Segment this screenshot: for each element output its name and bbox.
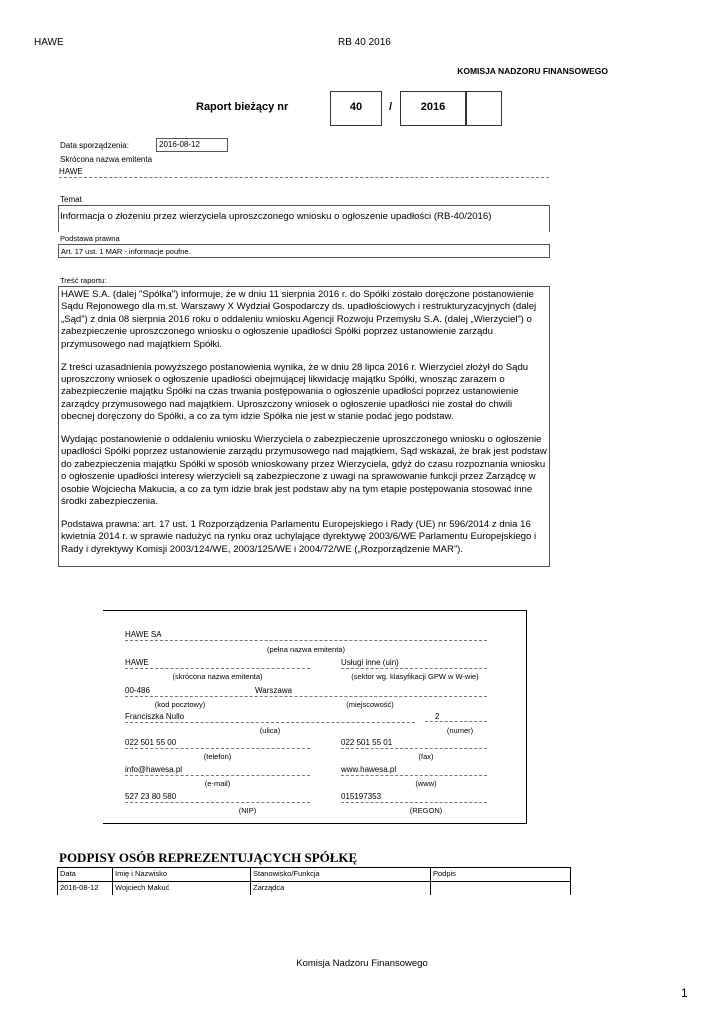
header-name: Imię i Nazwisko <box>113 868 251 882</box>
issuer-full-name: HAWE SA <box>125 630 487 641</box>
issuer-sector: Usługi inne (uin) <box>341 658 487 669</box>
page-number: 1 <box>681 986 688 1000</box>
report-separator: / <box>389 101 393 113</box>
report-content <box>58 286 550 567</box>
legal-basis-value: Art. 17 ust. 1 MAR - informacje poufne. <box>58 244 550 258</box>
issuer-short-name: HAWE <box>125 658 310 669</box>
content-label: Treść raportu: <box>60 276 107 285</box>
report-year: 2016 <box>420 101 446 113</box>
subject-label: Temat <box>60 195 82 204</box>
signatures-title: PODPISY OSÓB REPREZENTUJĄCYCH SPÓŁKĘ <box>59 850 358 865</box>
authority-title: KOMISJA NADZORU FINANSOWEGO <box>457 66 608 76</box>
issuer-email-caption: (e-mail) <box>204 779 231 788</box>
header-position: Stanowisko/Funkcja <box>251 868 431 882</box>
issuer-nip-caption: (NIP) <box>238 806 257 815</box>
row-position: Zarządca <box>251 882 431 896</box>
content-paragraph: Wydając postanowienie o oddaleniu wniosku Wierzyciela o zabezpieczenie uproszczonego wniosku o ogłoszenie upadłości Spółki poprzez ustanowienie zarządu przymusowego nad majątkiem, Sąd wskazał, że brak jest podstaw do zabezpieczenia majątku Spółki w sposób wnioskowany przez Wierzyciela, gdyż do czasu rozpoznania wniosku o ogłoszenie upadłości interesy wierzycieli są zabezpieczone z uwagi na sprawowanie funkcji przez Zarządcę w osobie Wojciecha Makucia, a co za tym idzie brak jest podstaw aby na tym etapie postępowania stosować inne środki zabezpieczenia. <box>61 434 547 508</box>
issuer-street: Franciszka Nullo <box>125 712 415 723</box>
issuer-www[interactable]: www.hawesa.pl <box>341 765 487 776</box>
header-signature: Podpis <box>431 868 571 882</box>
issuer-regon: 015197353 <box>341 792 487 803</box>
footer-center: Komisja Nadzoru Finansowego <box>296 958 428 969</box>
issuer-fax-caption: (fax) <box>418 752 434 761</box>
date-value: 2016-08-12 <box>156 138 228 152</box>
issuer-phone-caption: (telefon) <box>203 752 232 761</box>
header-date: Data <box>58 868 113 882</box>
issuer-short-name-caption: (skrócona nazwa emitenta) <box>172 672 263 681</box>
issuer-postal-code: 00-486 <box>125 686 150 695</box>
date-label: Data sporządzenia: <box>60 141 129 150</box>
content-paragraph: HAWE S.A. (dalej "Spółka") informuje, że w dniu 11 sierpnia 2016 r. do Spółki zostało doręczone postanowienie Sądu Rejonowego dla m.st. Warszawy X Wydział Gospodarczy ds. upadłościowych i restrukturyzacyjnych (dalej „Sąd”) z dnia 08 sierpnia 2016 roku o oddaleniu wniosku Agencji Rozwoju Przemysłu S.A. (dalej „Wierzyciel”) o zabezpieczenie uproszczonego wniosku o ogłoszenie upadłości Spółki poprzez ustanowienie zarządu przymusowego nad majątkiem Spółki. <box>61 289 537 350</box>
issuer-city: Warszawa <box>255 686 293 695</box>
issuer-nip: 527 23 80 580 <box>125 792 310 803</box>
issuer-number-caption: (numer) <box>446 726 474 735</box>
issuer-number: 2 <box>425 712 487 722</box>
issuer-street-caption: (ulica) <box>259 726 281 735</box>
issuer-regon-caption: (REGON) <box>409 806 443 815</box>
issuer-full-name-caption: (pełna nazwa emitenta) <box>267 645 345 654</box>
subject-value: Informacja o złożeniu przez wierzyciela uproszczonego wniosku o ogłoszenie upadłości (RB-40/2016) <box>60 211 492 222</box>
content-paragraph: Podstawa prawna: art. 17 ust. 1 Rozporządzenia Parlamentu Europejskiego i Rady (UE) nr 596/2014 z dnia 16 kwietnia 2014 r. w sprawie nadużyć na rynku oraz uchylające dyrektywę 2003/6/WE Parlamentu Europejskiego i Rady i dyrektywy Komisji 2003/124/WE, 2003/125/WE i 2004/72/WE („Rozporządzenie MAR”). <box>61 519 537 555</box>
issuer-email[interactable]: info@hawesa.pl <box>125 765 310 776</box>
issuer-phone: 022 501 55 00 <box>125 738 310 749</box>
row-signature <box>431 882 571 896</box>
header-left: HAWE <box>34 37 64 48</box>
table-row <box>58 882 571 896</box>
report-title: Raport bieżący nr <box>196 101 289 113</box>
row-date: 2016-08-12 <box>58 882 113 896</box>
report-number: 40 <box>349 101 363 113</box>
signatures-header-row <box>58 868 571 882</box>
issuer-city-caption: (miejscowość) <box>346 700 394 709</box>
legal-basis-label: Podstawa prawna <box>60 234 120 243</box>
issuer-short-label: Skrócona nazwa emitenta <box>60 155 153 164</box>
header-center: RB 40 2016 <box>338 37 391 48</box>
row-name: Wojciech Makuć <box>113 882 251 896</box>
issuer-fax: 022 501 55 01 <box>341 738 487 749</box>
issuer-sector-caption: (sektor wg. klasyfikacji GPW w W-wie) <box>351 672 479 681</box>
issuer-short-value: HAWE <box>59 167 549 178</box>
signatures-table <box>57 867 571 895</box>
content-paragraph: Z treści uzasadnienia powyższego postanowienia wynika, że w dniu 28 lipca 2016 r. Wierzyciel złożył do Sądu uproszczony wniosek o ogłoszenie upadłości obejmującej likwidację majątku Spółki, wnosząc zarazem o zabezpieczenie majątku Spółki na czas trwania postępowania o ogłoszenie upadłości poprzez ustanowienie zarządcy przymusowego nad majątkiem. Uproszczony wniosek o ogłoszenie upadłości nie został do chwili obecnej doręczony do Spółki, a co za tym idzie Spółka nie jest w stanie podać jego podstaw. <box>61 361 529 423</box>
issuer-postal-code-caption: (kod pocztowy) <box>154 700 206 709</box>
issuer-www-caption: (www) <box>415 779 437 788</box>
